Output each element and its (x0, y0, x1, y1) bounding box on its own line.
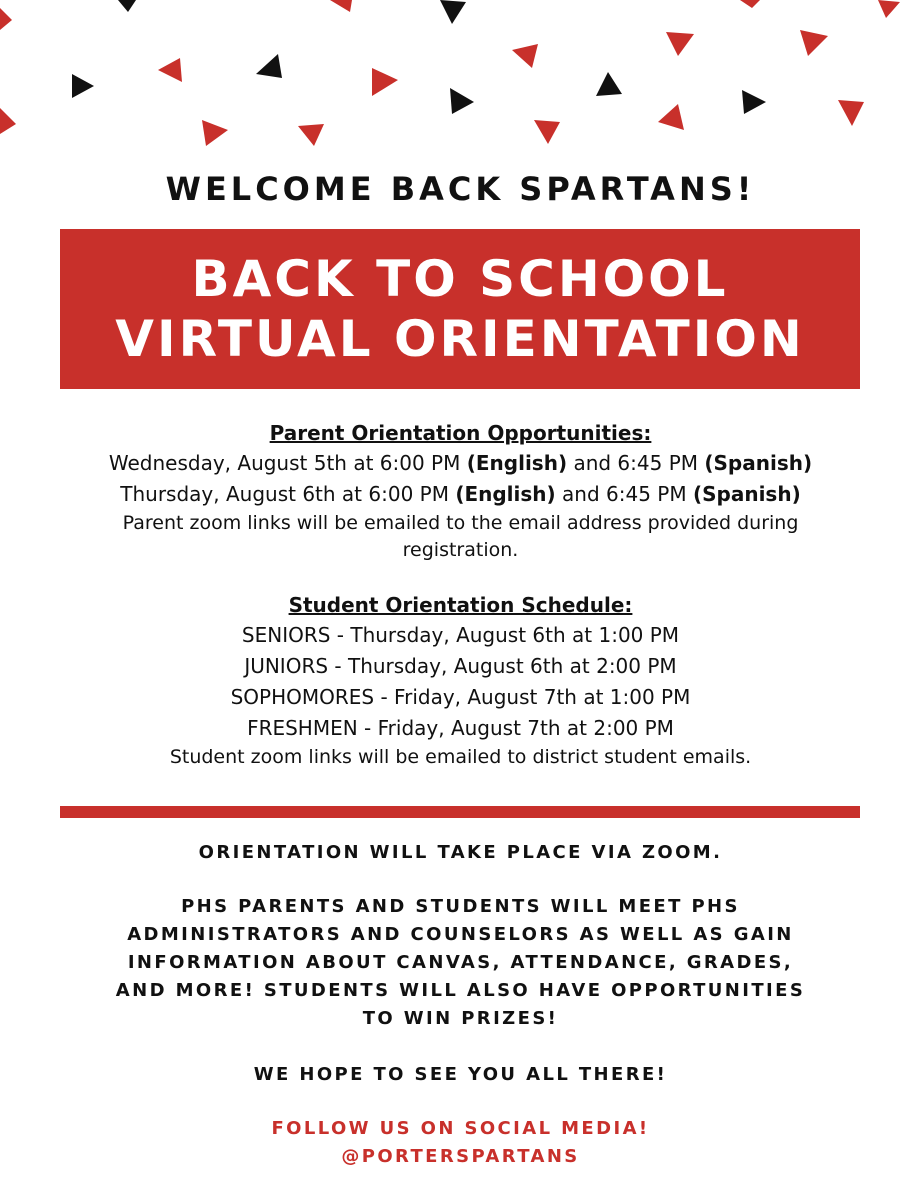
confetti-triangle (534, 120, 560, 144)
confetti-triangle (440, 0, 466, 24)
banner-title-line-1: BACK TO SCHOOL (191, 250, 729, 308)
student-orientation-section (0, 590, 921, 771)
follow-us-text: FOLLOW US ON SOCIAL MEDIA! (271, 1118, 650, 1139)
session-day: Thursday, August 6th at 6:00 PM (120, 482, 456, 506)
info-line: TO WIN PRIZES! (362, 1008, 559, 1029)
confetti-triangle (202, 120, 228, 146)
confetti-triangle (878, 0, 900, 18)
info-line: PHS PARENTS AND STUDENTS WILL MEET PHS (181, 896, 740, 917)
confetti-triangle (740, 0, 760, 8)
confetti-triangle (158, 58, 182, 82)
session-language-spanish: (Spanish) (692, 482, 801, 506)
confetti-triangle (72, 74, 94, 98)
info-line: ADMINISTRATORS AND COUNSELORS AS WELL AS GAIN (127, 924, 794, 945)
session-language-spanish: (Spanish) (704, 451, 813, 475)
social-media-block (0, 1115, 921, 1171)
banner-title-line-2: VIRTUAL ORIENTATION (115, 310, 805, 368)
welcome-heading: WELCOME BACK SPARTANS! (165, 170, 756, 208)
parent-zoom-note: Parent zoom links will be emailed to the email address provided during registration. (122, 512, 799, 561)
title-banner (60, 229, 860, 389)
confetti-triangle (800, 30, 828, 56)
confetti-triangle (838, 100, 864, 126)
session-language-english: (English) (466, 451, 568, 475)
info-paragraph (0, 893, 921, 1033)
confetti-triangle (512, 44, 538, 68)
session-day: Wednesday, August 5th at 6:00 PM (108, 451, 467, 475)
student-section-title: Student Orientation Schedule: (288, 593, 633, 617)
session-second-time: and 6:45 PM (555, 482, 693, 506)
confetti-decoration (0, 0, 921, 160)
confetti-triangle (450, 88, 474, 114)
confetti-triangle (330, 0, 352, 12)
student-zoom-note: Student zoom links will be emailed to district student emails. (169, 746, 752, 768)
student-schedule-item: JUNIORS - Thursday, August 6th at 2:00 PM (244, 654, 677, 678)
confetti-triangle (658, 104, 684, 130)
confetti-triangle (742, 90, 766, 114)
confetti-triangle (298, 124, 324, 146)
confetti-triangle (0, 108, 16, 134)
student-schedule-item: FRESHMEN - Friday, August 7th at 2:00 PM (247, 716, 674, 740)
section-divider (60, 806, 860, 818)
session-second-time: and 6:45 PM (567, 451, 705, 475)
parent-orientation-section (0, 418, 921, 564)
zoom-notice: ORIENTATION WILL TAKE PLACE VIA ZOOM. (198, 842, 723, 863)
confetti-triangle (666, 32, 694, 56)
parent-session (0, 479, 921, 510)
parent-section-title: Parent Orientation Opportunities: (269, 421, 652, 445)
closing-message: WE HOPE TO SEE YOU ALL THERE! (253, 1064, 668, 1085)
confetti-triangle (256, 54, 282, 78)
social-handle: @PORTERSPARTANS (341, 1146, 580, 1167)
info-line: INFORMATION ABOUT CANVAS, ATTENDANCE, GRADES, (127, 952, 794, 973)
parent-session (0, 448, 921, 479)
info-line: AND MORE! STUDENTS WILL ALSO HAVE OPPORTUNITIES (115, 980, 806, 1001)
confetti-triangle (372, 68, 398, 96)
confetti-triangle (118, 0, 136, 12)
confetti-triangle (0, 8, 12, 30)
confetti-triangle (596, 72, 622, 96)
session-language-english: (English) (455, 482, 556, 506)
student-schedule-item: SOPHOMORES - Friday, August 7th at 1:00 PM (230, 685, 691, 709)
student-schedule-item: SENIORS - Thursday, August 6th at 1:00 PM (241, 623, 680, 647)
